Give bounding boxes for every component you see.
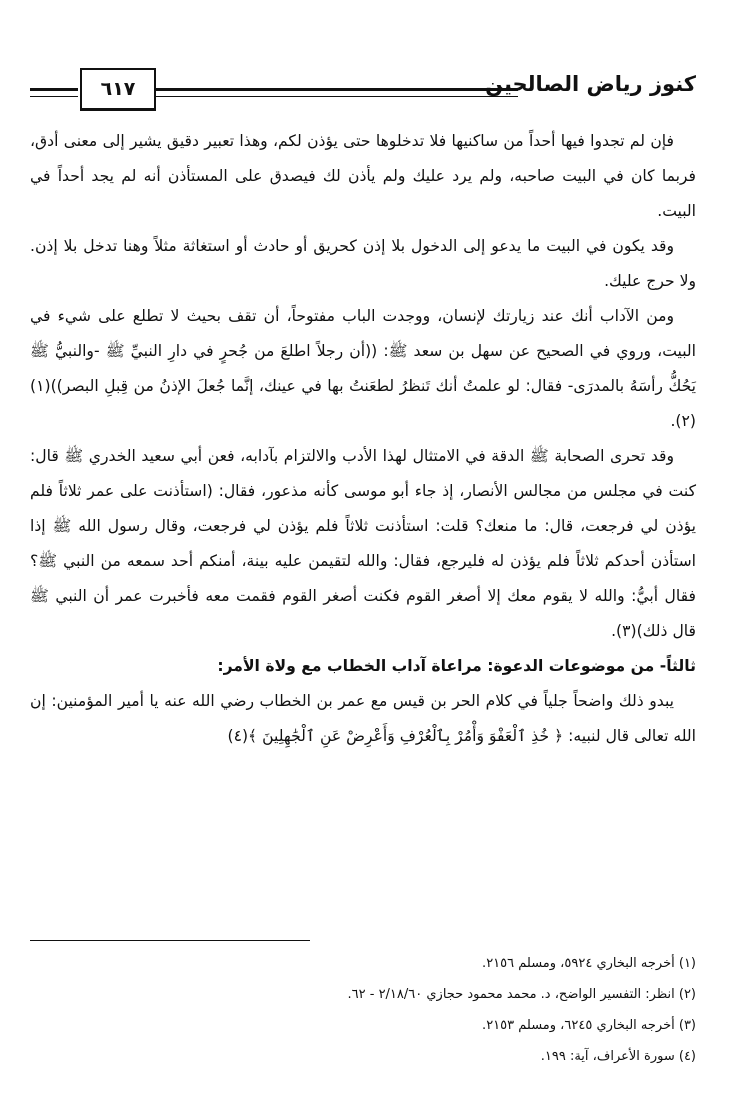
paragraph: وقد يكون في البيت ما يدعو إلى الدخول بلا إذن كحريق أو حادث أو استغاثة مثلاً وهنا تدخل بلا إذن. ولا حرج عليك. — [30, 237, 696, 290]
footnote: (٣) أخرجه البخاري ٦٢٤٥، ومسلم ٢١٥٣. — [482, 1018, 696, 1033]
header-rule-left — [30, 88, 78, 97]
main-text — [30, 124, 696, 754]
paragraph: يبدو ذلك واضحاً جلياً في كلام الحر بن قيس مع عمر بن الخطاب رضي الله عنه يا أمير المؤمنين: إن الله تعالى قال لنبيه: ﴿ خُذِ ٱلْعَفْوَ وَأْمُرْ بِٱلْعُرْفِ وَأَعْرِضْ عَنِ ٱلْجَٰهِلِينَ ﴾(٤) — [30, 692, 696, 745]
footnote: (١) أخرجه البخاري ٥٩٢٤، ومسلم ٢١٥٦. — [482, 956, 696, 971]
footnote: (٢) انظر: التفسير الواضح، د. محمد محمود حجازي ٢/١٨/٦٠ - ٦٢. — [347, 987, 696, 1002]
page-number: ٦١٧ — [80, 68, 156, 111]
header-rule — [155, 88, 518, 97]
paragraph: فإن لم تجدوا فيها أحداً من ساكنيها فلا تدخلوها حتى يؤذن لكم، وهذا تعبير دقيق يشير إلى معنى أدق، فربما كان في البيت صاحبه، ولم يرد عليك ولم يأذن لك فيصدق على المستأذن أنه لم يجد أحداً في البيت. — [30, 132, 696, 220]
page-header — [30, 68, 696, 112]
paragraph: وقد تحرى الصحابة ﷺ الدقة في الامتثال لهذا الأدب والالتزام بآدابه، فعن أبي سعيد الخدري ﷺ قال: كنت في مجلس من مجالس الأنصار، إذ جاء أبو موسى كأنه مذعور، فقال: (استأذنت على عمر ثلاثاً فلم يؤذن لي فرجعت، قال: ما منعك؟ قلت: استأذنت ثلاثاً فلم يؤذن لي فرجعت، وقال رسول الله ﷺ إذا استأذن أحدكم ثلاثاً فلم يؤذن له فليرجع، فقال: والله لتقيمن عليه بينة، أمنكم أحد سمعه من النبي ﷺ؟ فقال أبيُّ: والله لا يقوم معك إلا أصغر القوم فكنت أصغر القوم فقمت معه فأخبرت عمر أن النبي ﷺ قال ذلك)(٣). — [30, 447, 696, 640]
footnote: (٤) سورة الأعراف، آية: ١٩٩. — [540, 1049, 696, 1064]
book-title: كنوز رياض الصالحين — [485, 72, 696, 96]
section-heading: ثالثاً- من موضوعات الدعوة: مراعاة آداب الخطاب مع ولاة الأمر: — [217, 657, 696, 675]
paragraph: ومن الآداب أنك عند زيارتك لإنسان، ووجدت الباب مفتوحاً، أن تقف بحيث لا تطلع على شيء في البيت، وروي في الصحيح عن سهل بن سعد ﷺ: ((أن رجلاً اطلعَ من جُحرٍ في دارِ النبيِّ ﷺ -والنبيُّ ﷺ يَحُكُّ رأسَهُ بالمدرَى- فقال: لو علمتُ أنك تَنظرُ لطعَنتُ بها في عينك، إنَّما جُعلَ الإذنُ من قِبلِ البصر))(١)(٢). — [30, 307, 696, 430]
footnote-divider — [30, 940, 310, 941]
footnotes — [30, 948, 696, 1072]
